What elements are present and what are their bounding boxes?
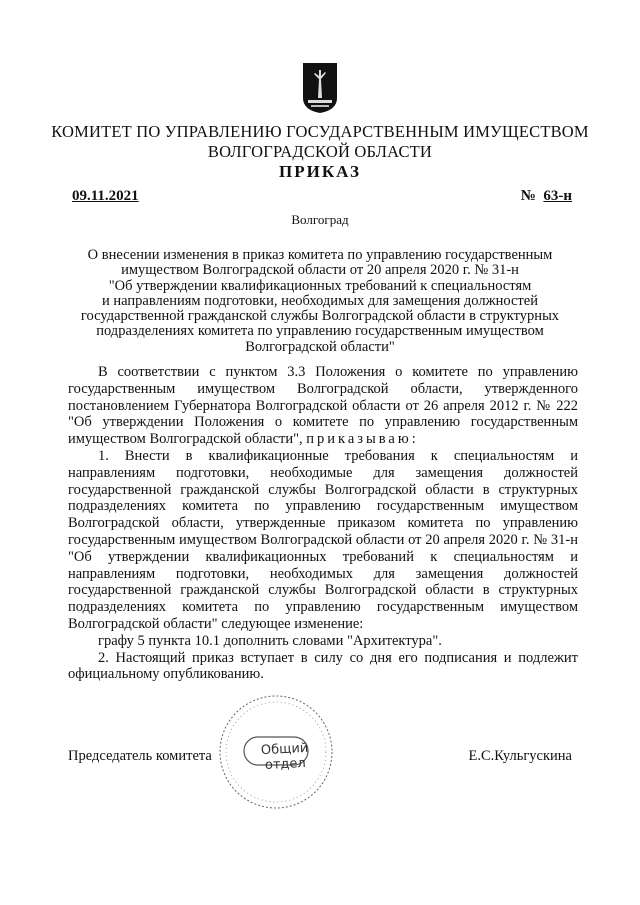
signatory-title: Председатель комитета bbox=[68, 748, 212, 764]
document-title bbox=[50, 248, 590, 355]
document-type: ПРИКАЗ bbox=[279, 162, 361, 181]
document-date: 09.11.2021 bbox=[72, 188, 139, 204]
title-line: имуществом Волгоградской области от 20 апреля 2020 г. № 31-н bbox=[121, 262, 519, 279]
body-paragraph-2: 2. Настоящий приказ вступает в силу со дня его подписания и подлежит официальному опубликованию. bbox=[68, 649, 578, 683]
body-paragraph-preamble bbox=[68, 364, 578, 448]
title-line: "Об утверждении квалификационных требований к специальностям bbox=[108, 277, 532, 294]
stamp-label: Общий отдел bbox=[260, 740, 309, 774]
number-prefix: № bbox=[520, 188, 536, 204]
document-body bbox=[68, 364, 578, 683]
body-paragraph-amendment: графу 5 пункта 10.1 дополнить словами "Архитектура". bbox=[98, 632, 442, 649]
title-line: государственной гражданской службы Волгоградской области в структурных bbox=[80, 308, 560, 325]
title-line: Волгоградской области" bbox=[245, 338, 395, 355]
title-line: О внесении изменения в приказ комитета по управлению государственным bbox=[87, 247, 553, 263]
number-value: 63-н bbox=[543, 188, 572, 204]
order-word: приказываю: bbox=[306, 431, 419, 448]
organization-name-line1: КОМИТЕТ ПО УПРАВЛЕНИЮ ГОСУДАРСТВЕННЫМ ИМУЩЕСТВОМ bbox=[51, 122, 589, 141]
preamble-text: В соответствии с пунктом 3.3 Положения о комитете по управлению государственным имуществом Волгоградской области, утвержденного постановлением Губернатора Волгоградской области от 26 апреля 2012 г. № 222 "Об утверждении Положения о комитете по управлению государственным имуществом Волгоградской области", bbox=[68, 364, 578, 448]
document-city: Волгоград bbox=[291, 212, 349, 227]
document-number bbox=[521, 188, 572, 205]
signatory-name: Е.С.Кульгускина bbox=[468, 748, 572, 764]
body-paragraph-1: 1. Внести в квалификационные требования к специальностям и направлениям подготовки, необходимые для замещения должностей государственной гражданской службы Волгоградской области в структурных подразделениях комитета по управлению государственным имуществом Волгоградской области, утвержденные приказом комитета по управлению государственным имуществом Волгоградской области от 20 апреля 2020 г. № 31-н "Об утверждении квалификационных требований к специальностям и направлениям подготовки, необходимых для замещения должностей государственной гражданской службы Волгоградской области в структурных подразделениях комитета по управлению государственным имуществом Волгоградской области" следующее изменение: bbox=[68, 447, 578, 632]
title-line: и направлениям подготовки, необходимых для замещения должностей bbox=[102, 292, 538, 309]
title-line: подразделениях комитета по управлению государственным имуществом bbox=[96, 323, 544, 340]
coat-of-arms-emblem bbox=[302, 62, 338, 114]
organization-name-line2: ВОЛГОГРАДСКОЙ ОБЛАСТИ bbox=[207, 142, 433, 161]
